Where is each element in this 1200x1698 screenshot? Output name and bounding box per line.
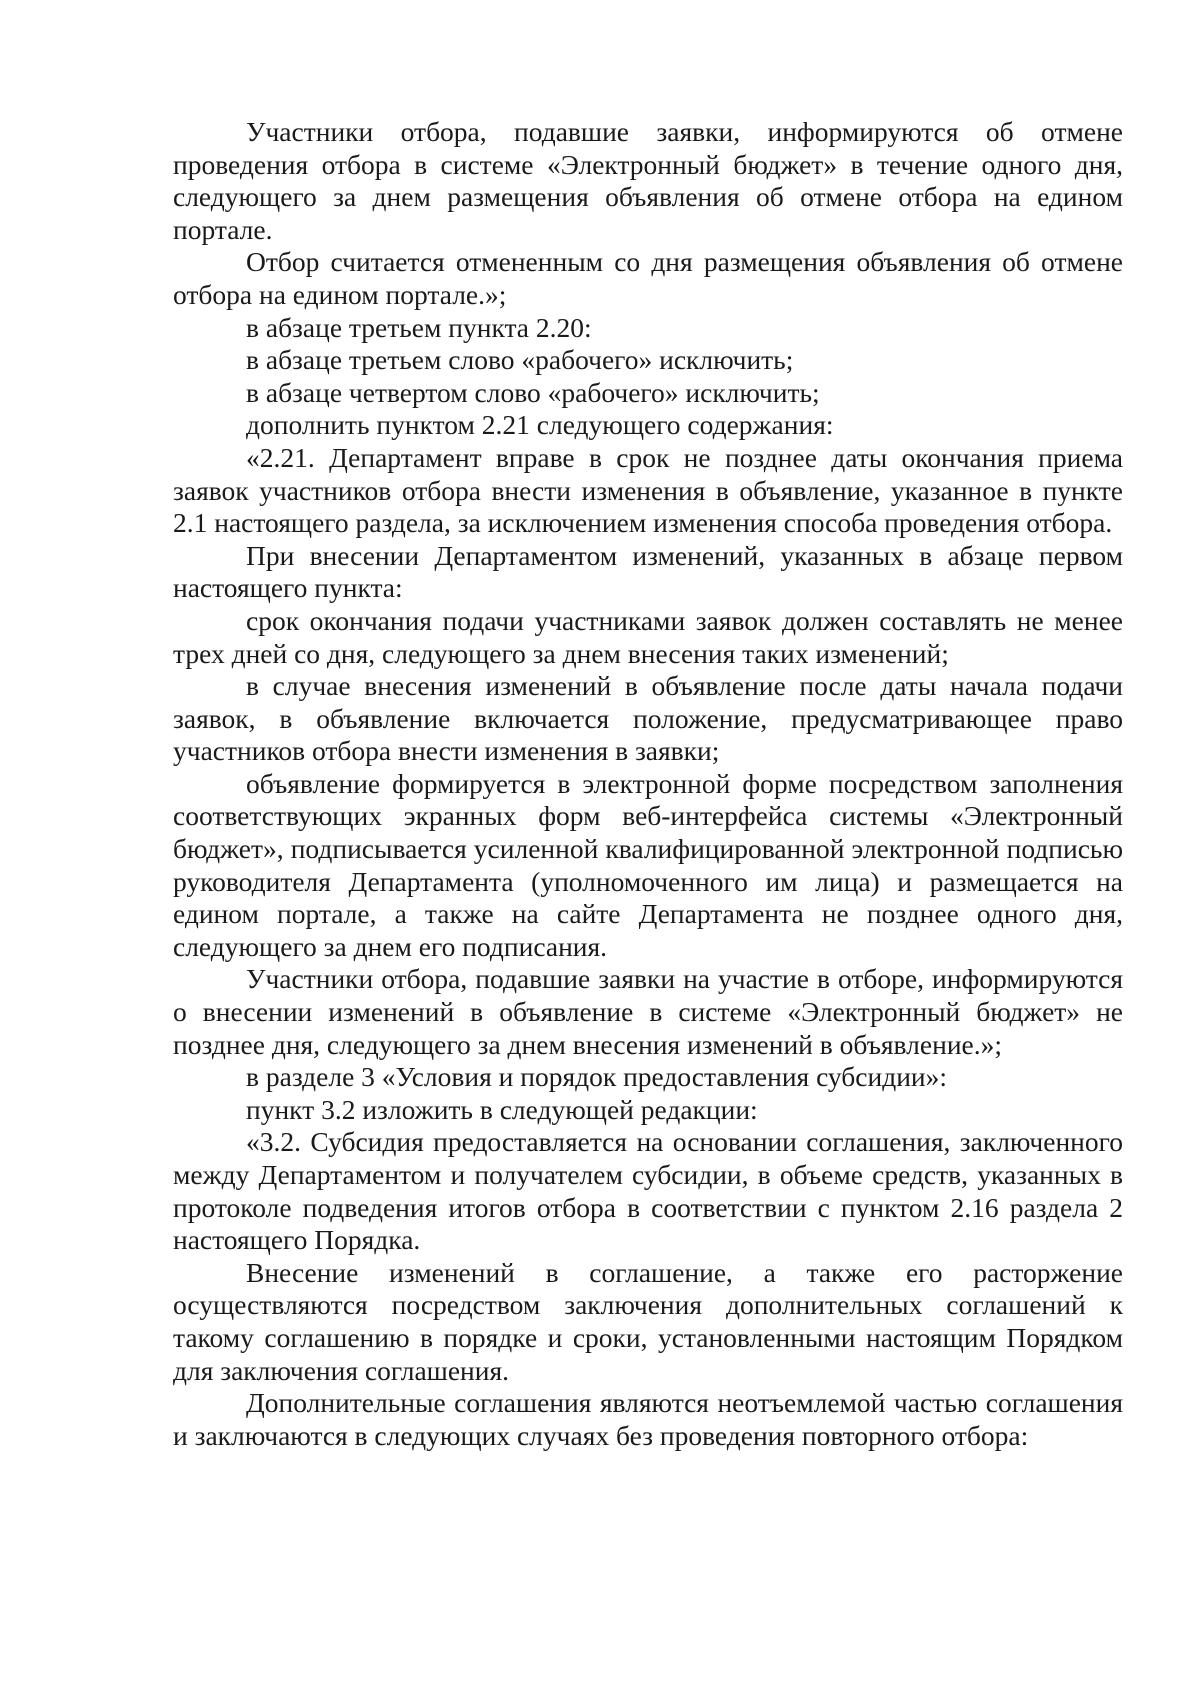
document-body <box>173 116 1123 1452</box>
paragraph-3-2-amendments: Внесение изменений в соглашение, а также его расторжение осуществляются посредством заключения дополнительных соглашений к такому соглашению в порядке и сроки, установленными настоящим Порядком для заключения соглашения. <box>173 1256 1123 1386</box>
paragraph-add-2-21: дополнить пунктом 2.21 следующего содержания: <box>246 409 834 441</box>
paragraph-2-21-after-start: в случае внесения изменений в объявление после даты начала подачи заявок, в объявление включается положение, предусматривающее право участников отбора внести изменения в заявки; <box>173 670 1123 767</box>
paragraph-2-21-text: «2.21. Департамент вправе в срок не позднее даты окончания приема заявок участников отбора внести изменения в объявление, указанное в пункте 2.1 настоящего раздела, за исключением изменения способа проведения отбора. <box>173 441 1123 539</box>
paragraph-amend-2-20: в абзаце третьем пункта 2.20: <box>246 311 592 343</box>
paragraph-2-21-announcement: объявление формируется в электронной форме посредством заполнения соответствующих экранных форм веб-интерфейса системы «Электронный бюджет», подписывается усиленной квалифицированной электронной подписью руководителя Департамента (уполномоченного им лица) и размещается на едином портале, а также на сайте Департамента не позднее одного дня, следующего за днем его подписания. <box>173 767 1123 962</box>
paragraph-cancel-notification: Участники отбора, подавшие заявки, информируются об отмене проведения отбора в системе «Электронный бюджет» в течение одного дня, следующего за днем размещения объявления об отмене отбора на едином портале. <box>173 116 1123 245</box>
paragraph-amend-2-20-abz4: в абзаце четвертом слово «рабочего» исключить; <box>246 376 820 408</box>
paragraph-2-21-deadline: срок окончания подачи участниками заявок должен составлять не менее трех дней со дня, следующего за днем внесения таких изменений; <box>173 604 1123 669</box>
paragraph-2-21-changes: При внесении Департаментом изменений, указанных в абзаце первом настоящего пункта: <box>173 539 1123 604</box>
paragraph-3-2-additional: Дополнительные соглашения являются неотъемлемой частью соглашения и заключаются в следующих случаях без проведения повторного отбора: <box>173 1387 1123 1451</box>
paragraph-2-21-participants: Участники отбора, подавшие заявки на участие в отборе, информируются о внесении изменений в объявление в системе «Электронный бюджет» не позднее дня, следующего за днем внесения изменений в объявление.»; <box>173 963 1123 1060</box>
paragraph-amend-2-20-abz3: в абзаце третьем слово «рабочего» исключить; <box>246 344 794 376</box>
paragraph-section-3: в разделе 3 «Условия и порядок предоставления субсидии»: <box>246 1061 948 1093</box>
paragraph-3-2-text: «3.2. Субсидия предоставляется на основании соглашения, заключенного между Департаментом и получателем субсидии, в объеме средств, указанных в протоколе подведения итогов отбора в соответствии с пунктом 2.16 раздела 2 настоящего Порядка. <box>173 1126 1123 1256</box>
paragraph-cancel-effective: Отбор считается отмененным со дня размещения объявления об отмене отбора на едином портале.»; <box>173 246 1123 310</box>
paragraph-amend-3-2: пункт 3.2 изложить в следующей редакции: <box>246 1093 758 1125</box>
